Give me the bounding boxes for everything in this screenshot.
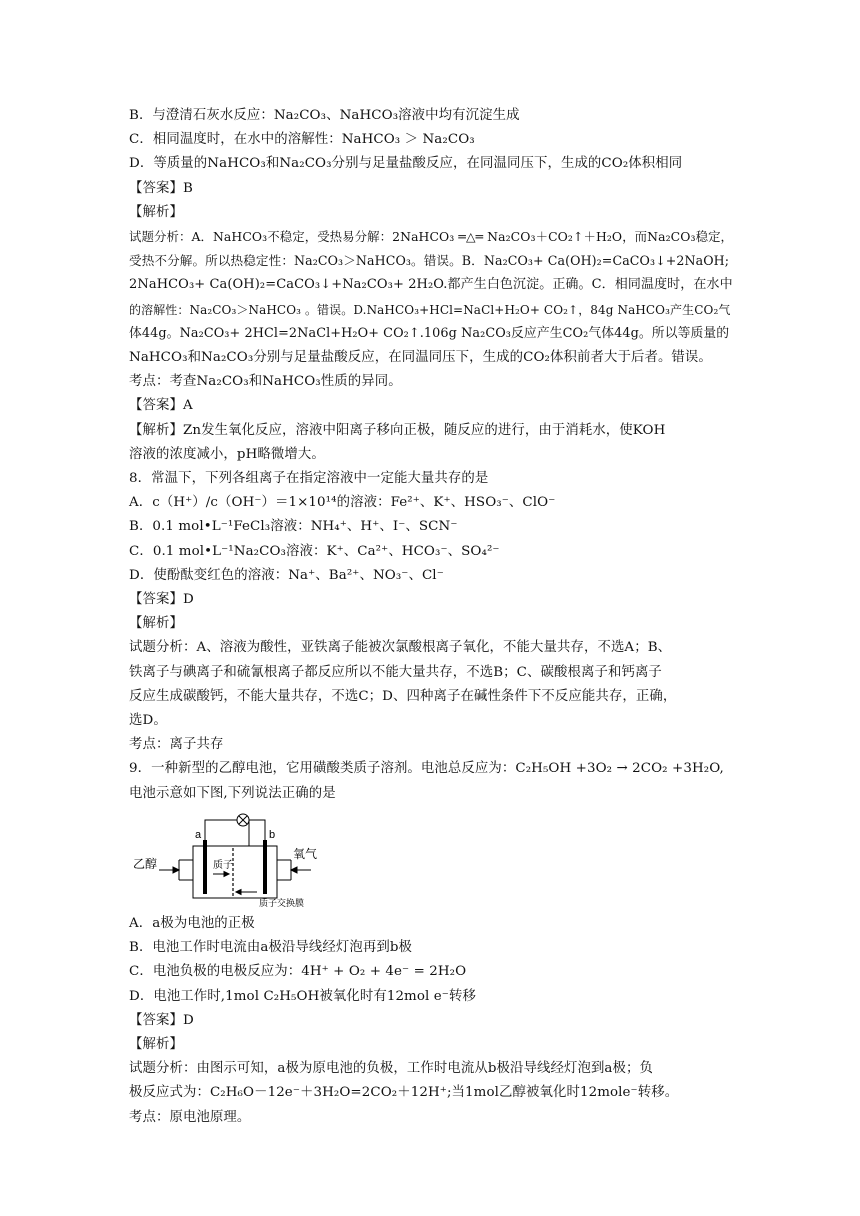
answer-text-line: 试题分析：由图示可知，a极为原电池的负极，工作时电流从b极沿导线经灯泡到a极；负 [129,1061,653,1077]
text-line: NaHCO₃和Na₂CO₃分别与足量盐酸反应，在同温同压下，生成的CO₂体积前者大于后者。错误。 [129,350,712,366]
answer-text-line: 【解析】 [129,1036,183,1052]
text-line: 【解析】 [129,204,183,220]
text-line: 【答案】A [129,398,193,414]
label-electrode-b: b [269,828,276,841]
text-line: 反应生成碳酸钙，不能大量共存，不选C；D、四种离子在碱性条件下不反应能共存，正确， [129,688,677,704]
text-line: 【答案】D [129,592,194,608]
answer-text-line: D．电池工作时,1mol C₂H₅OH被氧化时有12mol e⁻转移 [129,988,476,1004]
text-line: 8．常温下，下列各组离子在指定溶液中一定能大量共存的是 [129,471,489,487]
label-ethanol: 乙醇 [133,856,158,871]
external-circuit [205,820,265,846]
text-line: 的溶解性：Na₂CO₃＞NaHCO₃ 。错误。D.NaHCO₃+HCl=NaCl+H₂O+ CO₂↑，84g NaHCO₃产生CO₂气 [129,302,731,317]
text-line: 9．一种新型的乙醇电池，它用磺酸类质子溶剂。电池总反应为：C₂H₅OH +3O₂ → 2CO₂ +3H₂O, [129,761,724,777]
lamp-icon [237,814,249,826]
text-line: 试题分析：A．NaHCO₃不稳定，受热易分解：2NaHCO₃ ═△═ Na₂CO₃＋CO₂↑＋H₂O，而Na₂CO₃稳定， [129,229,734,245]
label-proton: 质子 [213,859,233,871]
answer-text-line: A．a极为电池的正极 [129,915,255,931]
label-oxygen: 氧气 [293,846,318,861]
answer-text-line: 极反应式为：C₂H₆O－12e⁻＋3H₂O=2CO₂＋12H⁺;当1mol乙醇被氧化时12mole⁻转移。 [129,1085,679,1101]
text-line: C．相同温度时，在水中的溶解性：NaHCO₃ ＞ Na₂CO₃ [129,132,475,148]
text-line: 考点：考查Na₂CO₃和NaHCO₃性质的异同。 [129,374,402,390]
text-line: 考点：离子共存 [129,737,224,753]
electrode-a [203,840,207,894]
answer-text-line: B．电池工作时电流由a极沿导线经灯泡再到b极 [129,940,413,956]
label-electrode-a: a [195,828,202,841]
text-line: B．0.1 mol•L⁻¹FeCl₃溶液：NH₄⁺、H⁺、I⁻、SCN⁻ [129,519,458,535]
label-membrane: 质子交换膜 [259,898,305,909]
answer-text-line: 【答案】D [129,1012,194,1028]
text-line: 2NaHCO₃+ Ca(OH)₂=CaCO₃↓+Na₂CO₃+ 2H₂O.都产生白色沉淀。正确。C．相同温度时，在水中 [129,277,733,293]
text-line: 电池示意如下图,下列说法正确的是 [129,785,336,801]
document-body [129,104,734,1130]
text-line: 受热不分解。所以热稳定性：Na₂CO₃＞NaHCO₃。错误。B．Na₂CO₃+ Ca(OH)₂=CaCO₃↓+2NaOH; [129,253,730,269]
text-line: 试题分析：A、溶液为酸性，亚铁离子能被次氯酸根离子氧化，不能大量共存，不选A；B、 [129,640,672,656]
text-line: 铁离子与碘离子和硫氰根离子都反应所以不能大量共存，不选B；C、碳酸根离子和钙离子 [129,664,662,680]
text-line: D．使酚酞变红色的溶液：Na⁺、Ba²⁺、NO₃⁻、Cl⁻ [129,567,444,583]
text-line: C．0.1 mol•L⁻¹Na₂CO₃溶液：K⁺、Ca²⁺、HCO₃⁻、SO₄²⁻ [129,543,500,559]
text-line: 溶液的浓度减小，pH略微增大。 [129,446,325,462]
flow-arrows [159,867,311,895]
text-line: 选D。 [129,713,167,729]
answer-text-line: 考点：原电池原理。 [129,1109,251,1125]
answer-text-line: C．电池负极的电极反应为：4H⁺ + O₂ + 4e⁻ = 2H₂O [129,964,467,980]
text-line: 体44g。Na₂CO₃+ 2HCl=2NaCl+H₂O+ CO₂↑.106g Na₂CO₃反应产生CO₂气体44g。所以等质量的 [129,325,730,341]
text-block-upper [129,104,734,806]
text-line: B．与澄清石灰水反应：Na₂CO₃、NaHCO₃溶液中均有沉淀生成 [129,108,520,123]
text-line: D．等质量的NaHCO₃和Na₂CO₃分别与足量盐酸反应，在同温同压下，生成的CO₂体积相同 [129,156,683,172]
text-block-lower [129,912,734,1130]
text-line: 【答案】B [129,180,193,196]
text-line: 【解析】Zn发生氧化反应，溶液中阳离子移向正极，随反应的进行，由于消耗水，使KOH [129,422,666,438]
fuel-cell-diagram [133,810,333,910]
cell-body [179,846,291,898]
text-line: 【解析】 [129,616,183,632]
text-line: A．c（H⁺）/c（OH⁻）＝1×10¹⁴的溶液：Fe²⁺、K⁺、HSO₃⁻、ClO⁻ [129,495,556,511]
electrode-b [263,840,267,894]
